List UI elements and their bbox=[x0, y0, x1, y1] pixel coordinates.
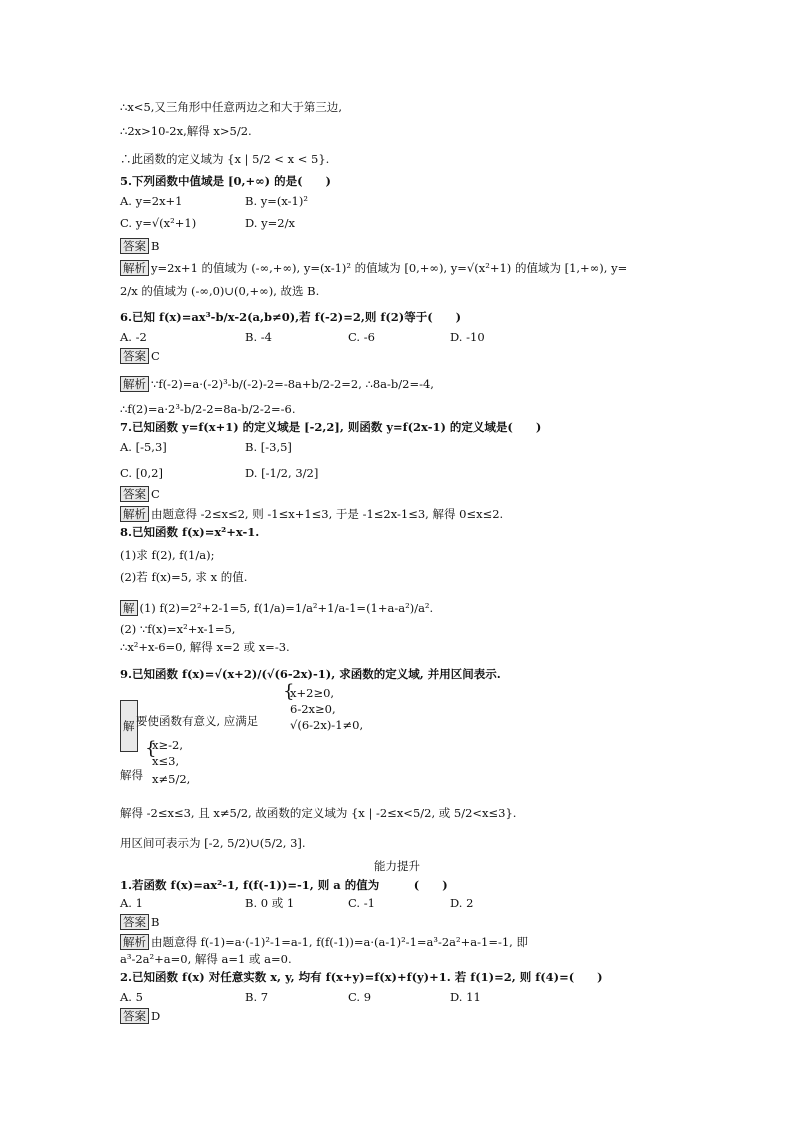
solution-text: 用区间可表示为 [-2, 5/2)∪(5/2, 3]. bbox=[120, 836, 306, 850]
option-d: D. y=2/x bbox=[245, 216, 295, 230]
analysis-tag: 解析 bbox=[120, 506, 149, 522]
analysis-row bbox=[120, 260, 627, 276]
solution-text: 解得 -2≤x≤3, 且 x≠5/2, 故函数的定义域为 {x | -2≤x<5/2, 或 5/2<x≤3}. bbox=[120, 806, 517, 820]
answer-tag: 答案 bbox=[120, 1008, 149, 1024]
analysis-text: ∵f(-2)=a·(-2)³-b/(-2)-2=-8a+b/2-2=2, ∴8a-b/2=-4, bbox=[151, 377, 434, 391]
analysis-text: 2/x 的值域为 (-∞,0)∪(0,+∞), 故选 B. bbox=[120, 284, 320, 298]
solution-tag: 解 bbox=[120, 700, 138, 752]
answer-tag: 答案 bbox=[120, 348, 149, 364]
option-b: B. y=(x-1)² bbox=[245, 194, 308, 208]
option-a: A. y=2x+1 bbox=[120, 194, 183, 208]
option-a: A. 1 bbox=[120, 896, 143, 910]
analysis-tag: 解析 bbox=[120, 376, 149, 392]
option-d: D. -10 bbox=[450, 330, 485, 344]
question-9: 9.已知函数 f(x)=√(x+2)/(√(6-2x)-1), 求函数的定义域, 并用区间表示. bbox=[120, 667, 501, 681]
analysis-row bbox=[120, 506, 503, 522]
subquestion: (1)求 f(2), f(1/a); bbox=[120, 548, 215, 562]
system-line: x≤3, bbox=[152, 754, 180, 768]
option-c: C. -1 bbox=[348, 896, 375, 910]
option-c: C. 9 bbox=[348, 990, 372, 1004]
answer-value: B bbox=[151, 915, 160, 929]
option-d: D. [-1/2, 3/2] bbox=[245, 466, 319, 480]
option-b: B. 7 bbox=[245, 990, 269, 1004]
system-line: 6-2x≥0, bbox=[290, 702, 336, 716]
question-5: 5.下列函数中值域是 [0,+∞) 的是( ) bbox=[120, 174, 331, 188]
analysis-tag: 解析 bbox=[120, 934, 149, 950]
option-c: C. -6 bbox=[348, 330, 375, 344]
option-b: B. [-3,5] bbox=[245, 440, 292, 454]
answer-value: B bbox=[151, 239, 160, 253]
analysis-tag: 解析 bbox=[120, 260, 149, 276]
system-line: x≥-2, bbox=[152, 738, 183, 752]
answer-value: D bbox=[151, 1009, 161, 1023]
answer-row bbox=[120, 1008, 160, 1024]
solution-text: ∴x²+x-6=0, 解得 x=2 或 x=-3. bbox=[120, 640, 290, 654]
brace-icon: { bbox=[283, 681, 295, 702]
answer-row bbox=[120, 486, 160, 502]
option-c: C. y=√(x²+1) bbox=[120, 216, 197, 230]
analysis-row bbox=[120, 376, 434, 392]
answer-value: C bbox=[151, 349, 160, 363]
option-a: A. [-5,3] bbox=[120, 440, 167, 454]
question-6: 6.已知 f(x)=ax³-b/x-2(a,b≠0),若 f(-2)=2,则 f(2)等于( ) bbox=[120, 310, 462, 324]
answer-row bbox=[120, 238, 159, 254]
practice-question-1: 1.若函数 f(x)=ax²-1, f(f(-1))=-1, 则 a 的值为 ( ) bbox=[120, 878, 448, 892]
solution-row bbox=[120, 600, 433, 616]
answer-row bbox=[120, 914, 159, 930]
solution-tag: 解 bbox=[120, 600, 138, 616]
answer-value: C bbox=[151, 487, 160, 501]
analysis-text: a³-2a²+a=0, 解得 a=1 或 a=0. bbox=[120, 952, 292, 966]
text-line: ∴此函数的定义域为 {x | 5/2 < x < 5}. bbox=[120, 152, 330, 166]
option-a: A. 5 bbox=[120, 990, 143, 1004]
solution-text: (2) ∵f(x)=x²+x-1=5, bbox=[120, 622, 236, 636]
system-line: √(6-2x)-1≠0, bbox=[290, 718, 364, 732]
answer-row bbox=[120, 348, 160, 364]
option-a: A. -2 bbox=[120, 330, 147, 344]
answer-tag: 答案 bbox=[120, 238, 149, 254]
solution-text: 解得 bbox=[120, 768, 143, 782]
option-d: D. 11 bbox=[450, 990, 481, 1004]
text-line: ∴x<5,又三角形中任意两边之和大于第三边, bbox=[120, 100, 343, 114]
subquestion: (2)若 f(x)=5, 求 x 的值. bbox=[120, 570, 248, 584]
option-d: D. 2 bbox=[450, 896, 474, 910]
solution-text: (1) f(2)=2²+2-1=5, f(1/a)=1/a²+1/a-1=(1+a-a²)/a². bbox=[139, 601, 434, 615]
practice-question-2: 2.已知函数 f(x) 对任意实数 x, y, 均有 f(x+y)=f(x)+f(y)+1. 若 f(1)=2, 则 f(4)=( ) bbox=[120, 970, 603, 984]
analysis-text: 由题意得 f(-1)=a·(-1)²-1=a-1, f(f(-1))=a·(a-1)²-1=a³-2a²+a-1=-1, 即 bbox=[151, 935, 528, 949]
system-line: x+2≥0, bbox=[290, 686, 335, 700]
answer-tag: 答案 bbox=[120, 486, 149, 502]
section-heading: 能力提升 bbox=[374, 859, 420, 873]
question-8: 8.已知函数 f(x)=x²+x-1. bbox=[120, 525, 260, 539]
answer-tag: 答案 bbox=[120, 914, 149, 930]
system-line: x≠5/2, bbox=[152, 772, 191, 786]
text-line: ∴2x>10-2x,解得 x>5/2. bbox=[120, 124, 252, 138]
brace-icon: { bbox=[145, 738, 157, 759]
option-b: B. -4 bbox=[245, 330, 272, 344]
option-b: B. 0 或 1 bbox=[245, 896, 295, 910]
analysis-text: y=2x+1 的值域为 (-∞,+∞), y=(x-1)² 的值域为 [0,+∞), y=√(x²+1) 的值域为 [1,+∞), y= bbox=[151, 261, 628, 275]
analysis-text: ∴f(2)=a·2³-b/2-2=8a-b/2-2=-6. bbox=[120, 402, 296, 416]
solution-text: 要使函数有意义, 应满足 bbox=[136, 714, 259, 728]
option-c: C. [0,2] bbox=[120, 466, 163, 480]
analysis-text: 由题意得 -2≤x≤2, 则 -1≤x+1≤3, 于是 -1≤2x-1≤3, 解得 0≤x≤2. bbox=[151, 507, 504, 521]
question-7: 7.已知函数 y=f(x+1) 的定义域是 [-2,2], 则函数 y=f(2x-1) 的定义域是( ) bbox=[120, 420, 542, 434]
analysis-row bbox=[120, 934, 528, 950]
